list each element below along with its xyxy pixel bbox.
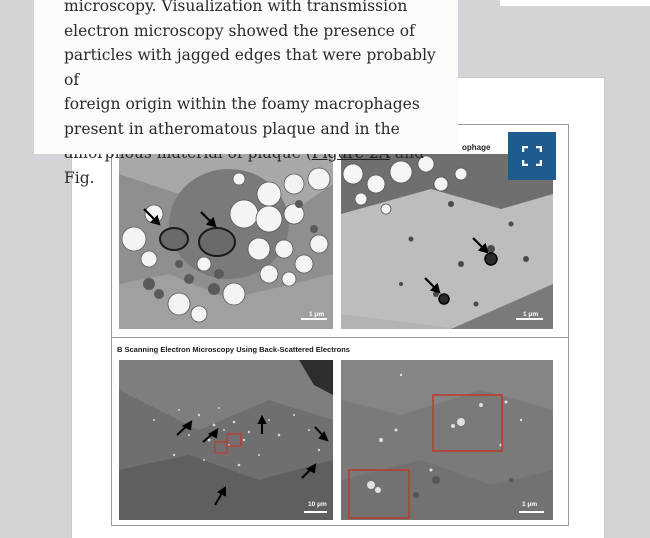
panel-b-label: B Scanning Electron Microscopy Using Back-Scattered Electrons bbox=[117, 345, 350, 354]
text-line: Fig. bbox=[64, 168, 95, 187]
article-text-card bbox=[34, 0, 458, 187]
panel-a-label: ophage bbox=[462, 143, 491, 152]
expand-figure-button[interactable] bbox=[508, 132, 556, 180]
text-line: foreign origin within the foamy macrophages bbox=[64, 95, 420, 113]
scale-label-a-left: 1 μm bbox=[309, 311, 325, 318]
panel-divider bbox=[111, 337, 568, 338]
text-card-bottom bbox=[34, 144, 458, 154]
article-paragraph bbox=[64, 0, 444, 190]
scale-label-b-right: 1 μm bbox=[522, 501, 538, 508]
scale-label-b-left: 10 μm bbox=[308, 501, 327, 508]
text-line: electron microscopy showed the presence of bbox=[64, 21, 415, 40]
text-line: particles with jagged edges that were probably of bbox=[64, 46, 436, 89]
sem-micrograph-left bbox=[119, 360, 333, 520]
page-edge bbox=[500, 0, 650, 6]
text-line: present in atheromatous plaque and in the bbox=[64, 119, 400, 138]
scale-label-a-right: 1 μm bbox=[523, 311, 539, 318]
text-line: microscopy. Visualization with transmission bbox=[64, 0, 408, 15]
sem-micrograph-right bbox=[341, 360, 553, 520]
expand-icon bbox=[522, 146, 542, 166]
